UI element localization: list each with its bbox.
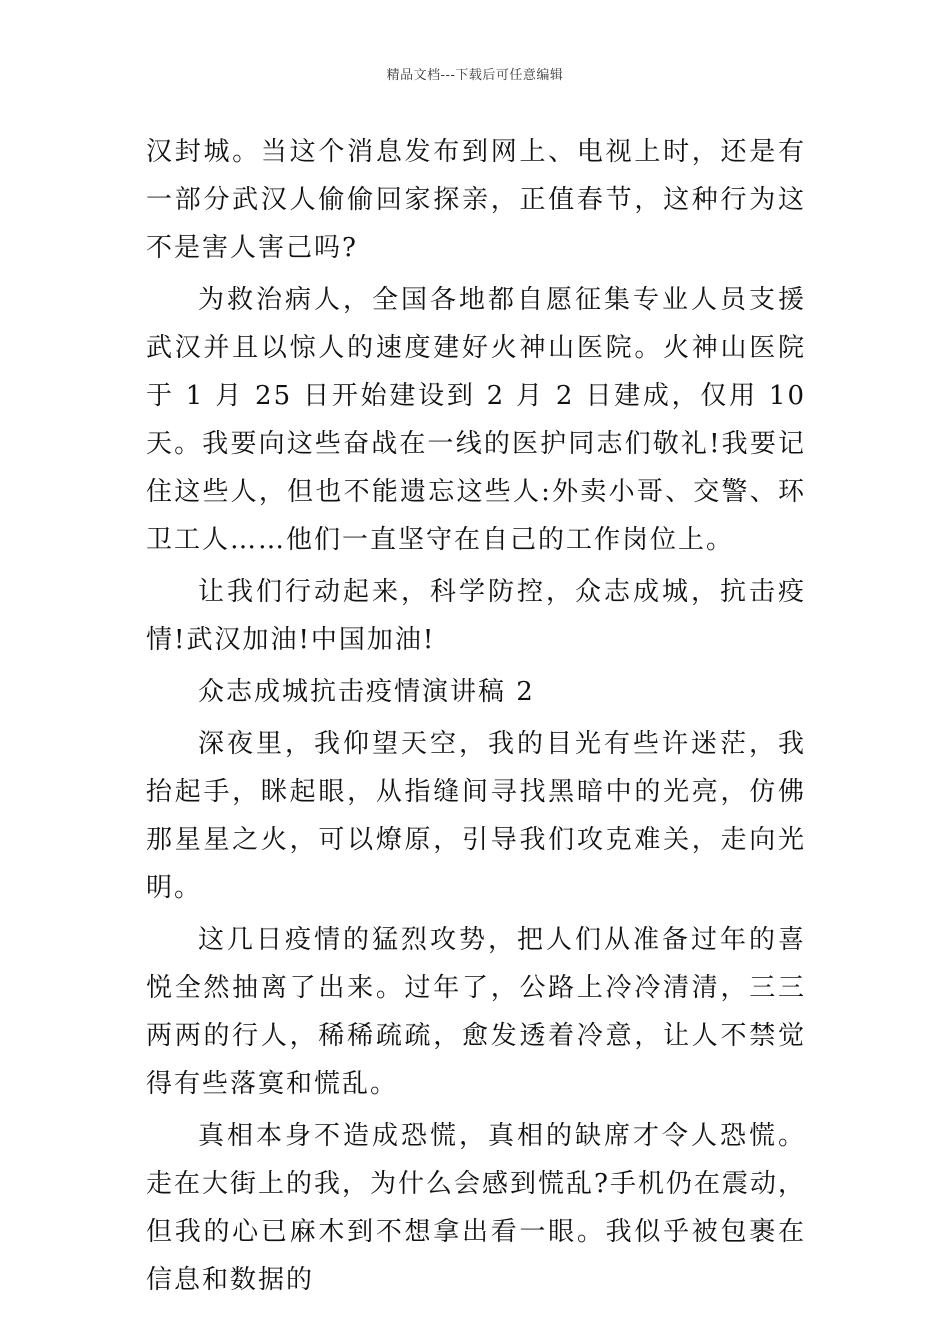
paragraph-truth-panic: 真相本身不造成恐慌，真相的缺席才令人恐慌。走在大街上的我，为什么会感到慌乱?手机仍在震动，但我的心已麻木到不想拿出看一眼。我似乎被包裹在信息和数据的 [146, 1121, 806, 1295]
paragraph-huoshenshan: 为救治病人，全国各地都自愿征集专业人员支援武汉并且以惊人的速度建好火神山医院。火神山医院于 1 月 25 日开始建设到 2 月 2 日建成，仅用 10 天。我要向这些奋战在一线的医护同志们敬礼!我要记住这些人，但也不能遗忘这些人:外卖小哥、交警、环卫工人……他们一直坚守在自己的工作岗位上。 [146, 285, 806, 555]
page-header: 精品文档---下载后可任意编辑 [386, 68, 564, 83]
section-heading: 众志成城抗击疫情演讲稿 2 [198, 677, 535, 707]
document-body [146, 128, 806, 1308]
paragraph-call-to-action: 让我们行动起来，科学防控，众志成城，抗击疫情!武汉加油!中国加油! [146, 577, 806, 655]
paragraph-night-sky: 深夜里，我仰望天空，我的目光有些许迷茫，我抬起手，眯起眼，从指缝间寻找黑暗中的光亮，仿佛那星星之火，可以燎原，引导我们攻克难关，走向光明。 [146, 729, 806, 903]
paragraph-epidemic-offensive: 这几日疫情的猛烈攻势，把人们从准备过年的喜悦全然抽离了出来。过年了，公路上冷冷清清，三三两两的行人，稀稀疏疏，愈发透着冷意，让人不禁觉得有些落寞和慌乱。 [146, 925, 806, 1099]
paragraph-continued: 汉封城。当这个消息发布到网上、电视上时，还是有一部分武汉人偷偷回家探亲，正值春节，这种行为这不是害人害己吗? [146, 137, 806, 263]
